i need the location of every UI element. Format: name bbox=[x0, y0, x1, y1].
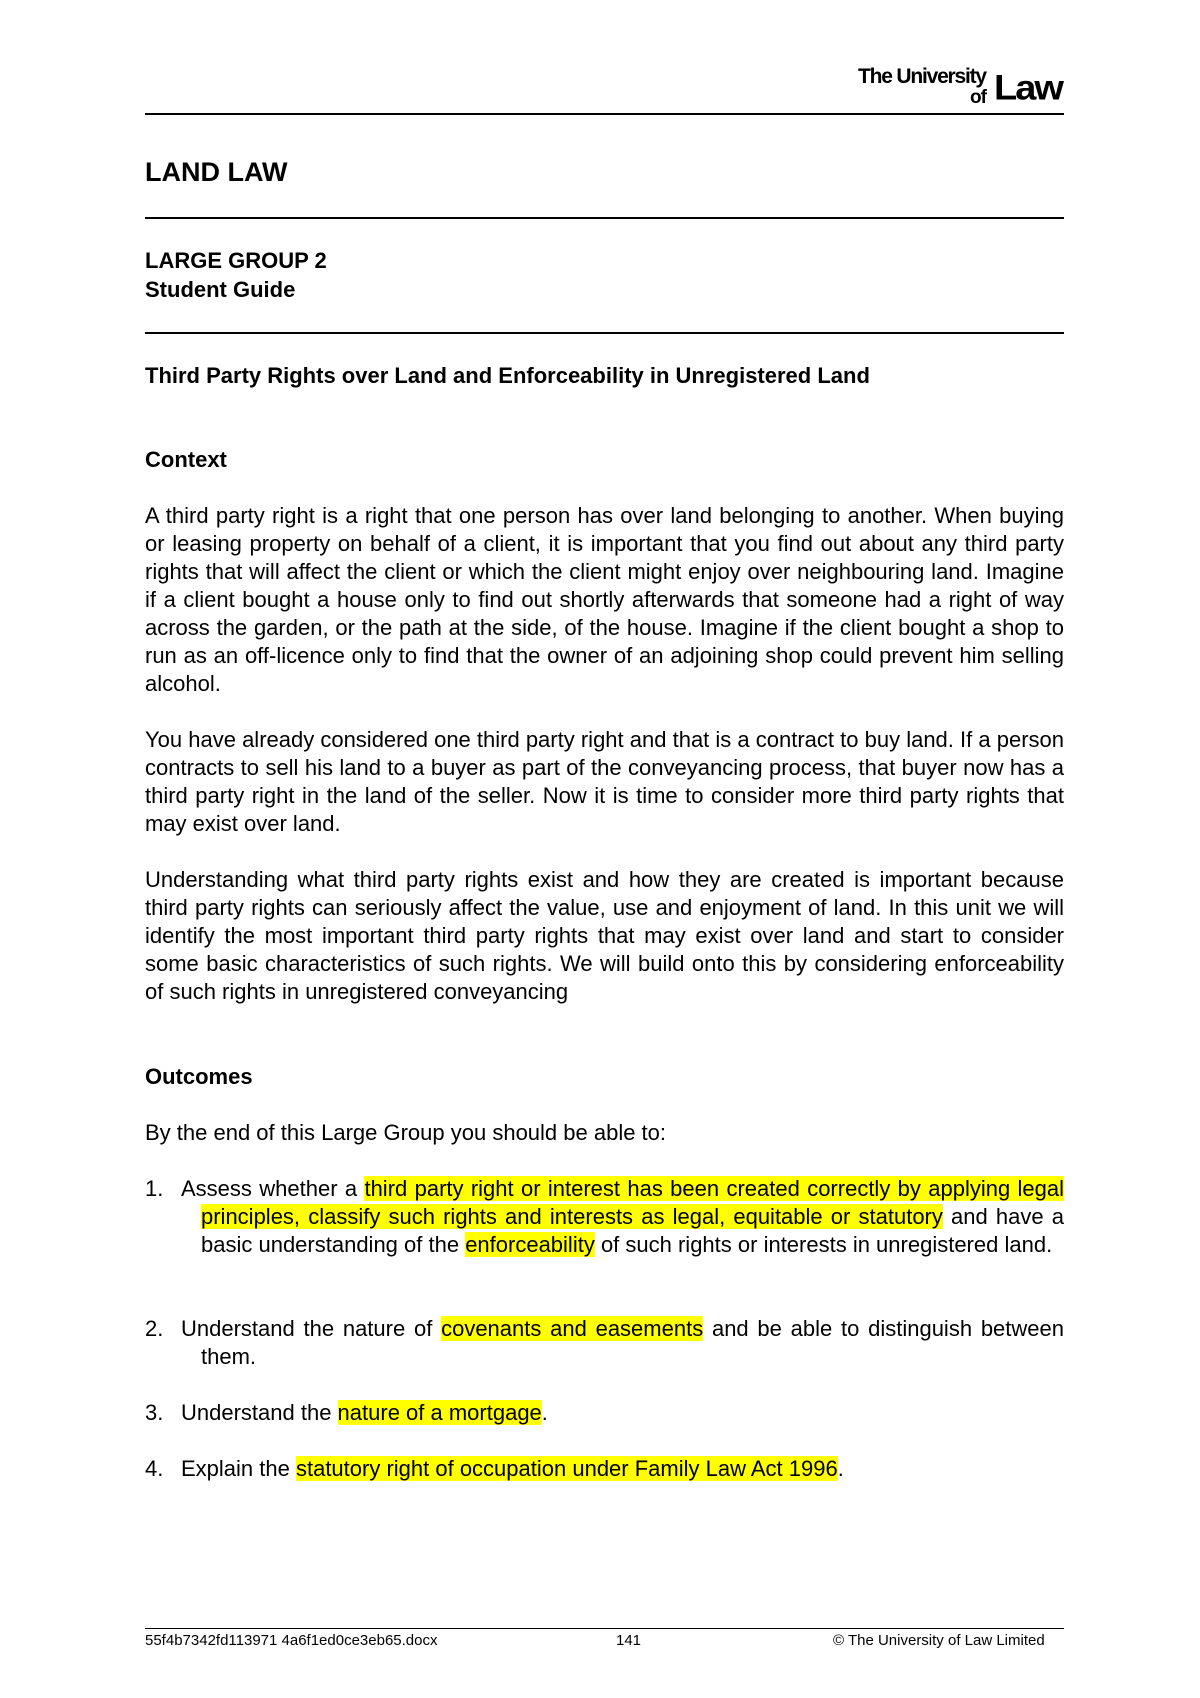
group-label: LARGE GROUP 2 bbox=[145, 248, 327, 273]
context-paragraph-3: Understanding what third party rights exist and how they are created is important because third party rights can seriously affect the value, use and enjoyment of land. In this unit we will identify the most important third party rights that may exist over land and start to consider some basic characteristics of such rights. We will build onto this by considering enforceability of such rights in unregistered conveyancing bbox=[145, 867, 1064, 1004]
outcome-item bbox=[145, 1455, 1064, 1483]
outcomes-intro: By the end of this Large Group you should be able to: bbox=[145, 1120, 667, 1145]
highlighted-text: statutory right of occupation under Family Law Act 1996 bbox=[295, 1456, 838, 1481]
highlighted-text: covenants and easements bbox=[441, 1316, 704, 1341]
outcome-text bbox=[181, 1455, 1064, 1483]
context-paragraph-1: A third party right is a right that one person has over land belonging to another. When buying or leasing property on behalf of a client, it is important that you find out about any third party rights that will affect the client or which the client might enjoy over neighbouring land. Imagine if a client bought a house only to find out shortly afterwards that someone had a right of way across the garden, or the path at the side, of the house. Imagine if the client bought a shop to run as an off-licence only to find that the owner of an adjoining shop could prevent him selling alcohol. bbox=[145, 503, 1064, 696]
highlighted-text: enforceability bbox=[465, 1232, 595, 1257]
outcomes-heading: Outcomes bbox=[145, 1064, 253, 1089]
logo-line-2: of bbox=[970, 87, 986, 108]
outcome-text bbox=[181, 1175, 1065, 1259]
guide-label: Student Guide bbox=[145, 277, 296, 302]
outcome-text bbox=[181, 1315, 1064, 1371]
outcome-text-part: of such rights or interests in unregistered land. bbox=[594, 1232, 1053, 1257]
footer-page-number: 141 bbox=[616, 1632, 642, 1649]
topic-heading: Third Party Rights over Land and Enforceability in Unregistered Land bbox=[145, 363, 870, 388]
outcome-number: 1. bbox=[145, 1176, 164, 1201]
outcome-text-part: Understand the nature of bbox=[181, 1316, 442, 1341]
outcome-number: 4. bbox=[145, 1456, 164, 1481]
outcome-text-part: . bbox=[837, 1456, 844, 1481]
outcome-text-part: and have a basic understanding of the bbox=[201, 1204, 1065, 1257]
outcome-text-part: . bbox=[541, 1400, 548, 1425]
outcome-text bbox=[181, 1399, 1064, 1427]
outcome-number: 3. bbox=[145, 1400, 164, 1425]
title-rule bbox=[145, 217, 1064, 219]
logo-line-1: The University bbox=[858, 65, 986, 88]
subtitle-rule bbox=[145, 332, 1064, 334]
footer-filename: 55f4b7342fd113971 4a6f1ed0ce3eb65.docx bbox=[145, 1632, 438, 1649]
footer-rule bbox=[145, 1628, 1064, 1629]
outcome-text-part: and be able to distinguish between them. bbox=[201, 1316, 1064, 1369]
university-logo bbox=[858, 62, 1064, 108]
outcome-text-part: Explain the bbox=[181, 1456, 296, 1481]
outcome-item bbox=[145, 1315, 1064, 1371]
outcome-item bbox=[145, 1175, 1064, 1259]
outcome-item bbox=[145, 1399, 1064, 1427]
highlighted-text: nature of a mortgage bbox=[337, 1400, 542, 1425]
logo-line-3: Law bbox=[994, 69, 1062, 108]
context-heading: Context bbox=[145, 447, 227, 472]
context-paragraph-2: You have already considered one third party right and that is a contract to buy land. If a person contracts to sell his land to a buyer as part of the conveyancing process, that buyer now has a third party right in the land of the seller. Now it is time to consider more third party rights that may exist over land. bbox=[145, 727, 1064, 836]
highlighted-text: third party right or interest has been created correctly by applying legal principles, classify such rights and interests as legal, equitable or statutory bbox=[201, 1176, 1065, 1229]
footer-copyright: © The University of Law Limited bbox=[833, 1632, 1045, 1649]
header-rule bbox=[145, 113, 1064, 115]
outcome-text-part: Assess whether a bbox=[181, 1176, 365, 1201]
outcome-number: 2. bbox=[145, 1316, 164, 1341]
page-title: LAND LAW bbox=[145, 157, 288, 187]
outcome-text-part: Understand the bbox=[181, 1400, 338, 1425]
